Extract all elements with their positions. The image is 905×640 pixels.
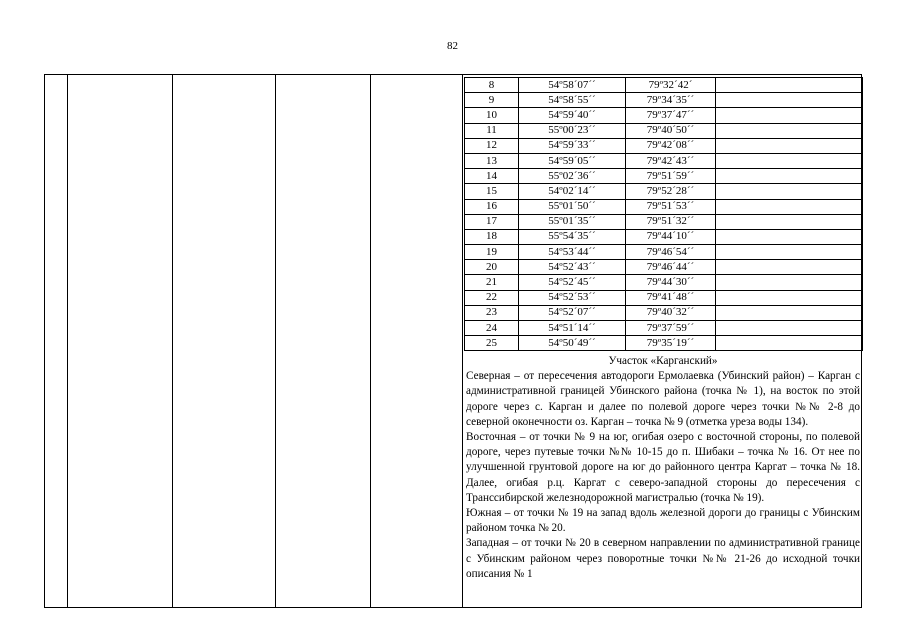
latitude-cell: 54º02´14´´ — [519, 184, 626, 199]
longitude-cell: 79º46´54´´ — [626, 245, 716, 260]
latitude-cell: 55º00´23´´ — [519, 123, 626, 138]
table-row — [465, 93, 863, 108]
table-top-border — [44, 74, 862, 75]
empty-cell — [716, 290, 863, 305]
point-number: 24 — [465, 321, 519, 336]
latitude-cell: 54º50´49´´ — [519, 336, 626, 351]
boundary-north: Северная – от пересечения автодороги Ермолаевка (Убинский район) – Карган с административной границей Убинского района (точка № 1), на восток по этой дороге через с. Карган и далее по полевой дороге через точки №№ 2-8 до северной оконечности оз. Карган – точка № 9 (отметка уреза воды 134). — [466, 370, 860, 428]
table-row — [465, 153, 863, 168]
point-number: 17 — [465, 214, 519, 229]
longitude-cell: 79º35´19´´ — [626, 336, 716, 351]
point-number: 14 — [465, 169, 519, 184]
latitude-cell: 54º58´07´´ — [519, 78, 626, 93]
latitude-cell: 54º53´44´´ — [519, 245, 626, 260]
section-description — [466, 354, 860, 582]
table-row — [465, 260, 863, 275]
latitude-cell: 54º52´43´´ — [519, 260, 626, 275]
table-row — [465, 108, 863, 123]
longitude-cell: 79º44´10´´ — [626, 229, 716, 244]
point-number: 19 — [465, 245, 519, 260]
longitude-cell: 79º42´43´´ — [626, 153, 716, 168]
latitude-cell: 55º01´35´´ — [519, 214, 626, 229]
latitude-cell: 54º59´33´´ — [519, 138, 626, 153]
point-number: 10 — [465, 108, 519, 123]
empty-cell — [716, 305, 863, 320]
table-row — [465, 245, 863, 260]
empty-cell — [716, 138, 863, 153]
empty-cell — [716, 123, 863, 138]
point-number: 8 — [465, 78, 519, 93]
column-divider — [462, 74, 463, 608]
point-number: 16 — [465, 199, 519, 214]
longitude-cell: 79º40´50´´ — [626, 123, 716, 138]
latitude-cell: 54º59´40´´ — [519, 108, 626, 123]
table-row — [465, 229, 863, 244]
longitude-cell: 79º52´28´´ — [626, 184, 716, 199]
longitude-cell: 79º51´32´´ — [626, 214, 716, 229]
latitude-cell: 54º52´45´´ — [519, 275, 626, 290]
empty-cell — [716, 336, 863, 351]
point-number: 22 — [465, 290, 519, 305]
point-number: 21 — [465, 275, 519, 290]
empty-cell — [716, 78, 863, 93]
latitude-cell: 54º52´53´´ — [519, 290, 626, 305]
table-row — [465, 199, 863, 214]
empty-cell — [716, 245, 863, 260]
table-row — [465, 138, 863, 153]
longitude-cell: 79º37´59´´ — [626, 321, 716, 336]
table-row — [465, 290, 863, 305]
latitude-cell: 54º59´05´´ — [519, 153, 626, 168]
table-row — [465, 336, 863, 351]
longitude-cell: 79º46´44´´ — [626, 260, 716, 275]
coordinates-table — [464, 77, 863, 351]
column-divider — [275, 74, 276, 608]
table-row — [465, 184, 863, 199]
point-number: 12 — [465, 138, 519, 153]
table-row — [465, 214, 863, 229]
latitude-cell: 54º51´14´´ — [519, 321, 626, 336]
latitude-cell: 55º54´35´´ — [519, 229, 626, 244]
column-divider — [44, 74, 45, 608]
table-row — [465, 275, 863, 290]
empty-cell — [716, 108, 863, 123]
longitude-cell: 79º44´30´´ — [626, 275, 716, 290]
longitude-cell: 79º51´59´´ — [626, 169, 716, 184]
page-number: 82 — [447, 40, 458, 52]
longitude-cell: 79º32´42´ — [626, 78, 716, 93]
column-divider — [370, 74, 371, 608]
longitude-cell: 79º40´32´´ — [626, 305, 716, 320]
table-row — [465, 169, 863, 184]
point-number: 9 — [465, 93, 519, 108]
empty-cell — [716, 275, 863, 290]
table-row — [465, 321, 863, 336]
empty-cell — [716, 229, 863, 244]
table-row — [465, 305, 863, 320]
longitude-cell: 79º41´48´´ — [626, 290, 716, 305]
empty-cell — [716, 260, 863, 275]
point-number: 18 — [465, 229, 519, 244]
point-number: 15 — [465, 184, 519, 199]
latitude-cell: 54º52´07´´ — [519, 305, 626, 320]
empty-cell — [716, 169, 863, 184]
latitude-cell: 55º02´36´´ — [519, 169, 626, 184]
latitude-cell: 54º58´55´´ — [519, 93, 626, 108]
point-number: 25 — [465, 336, 519, 351]
table-bottom-border — [44, 607, 862, 608]
coordinates-table-body — [465, 78, 863, 351]
longitude-cell: 79º42´08´´ — [626, 138, 716, 153]
boundary-south: Южная – от точки № 19 на запад вдоль железной дороги до границы с Убинским районом точка № 20. — [466, 507, 860, 535]
boundary-west: Западная – от точки № 20 в северном направлении по административной границе с Убинским районом через поворотные точки №№ 21-26 до исходной точки описания № 1 — [466, 537, 860, 580]
empty-cell — [716, 214, 863, 229]
empty-cell — [716, 199, 863, 214]
empty-cell — [716, 93, 863, 108]
empty-cell — [716, 321, 863, 336]
empty-cell — [716, 153, 863, 168]
latitude-cell: 55º01´50´´ — [519, 199, 626, 214]
point-number: 11 — [465, 123, 519, 138]
point-number: 20 — [465, 260, 519, 275]
section-title: Участок «Карганский» — [608, 355, 718, 367]
longitude-cell: 79º37´47´´ — [626, 108, 716, 123]
point-number: 23 — [465, 305, 519, 320]
point-number: 13 — [465, 153, 519, 168]
empty-cell — [716, 184, 863, 199]
longitude-cell: 79º51´53´´ — [626, 199, 716, 214]
boundary-east: Восточная – от точки № 9 на юг, огибая озеро с восточной стороны, по полевой дороге, через путевые точки №№ 10-15 до п. Шибаки – точка № 16. От нее по улучшенной грунтовой дороге на юг до районного центра Каргат – точка № 18. Далее, огибая р.ц. Каргат с северо-западной стороны до пересечения с Транссибирской железнодорожной магистралью (точка № 19). — [466, 431, 860, 504]
column-divider — [67, 74, 68, 608]
table-row — [465, 78, 863, 93]
column-divider — [172, 74, 173, 608]
table-row — [465, 123, 863, 138]
longitude-cell: 79º34´35´´ — [626, 93, 716, 108]
